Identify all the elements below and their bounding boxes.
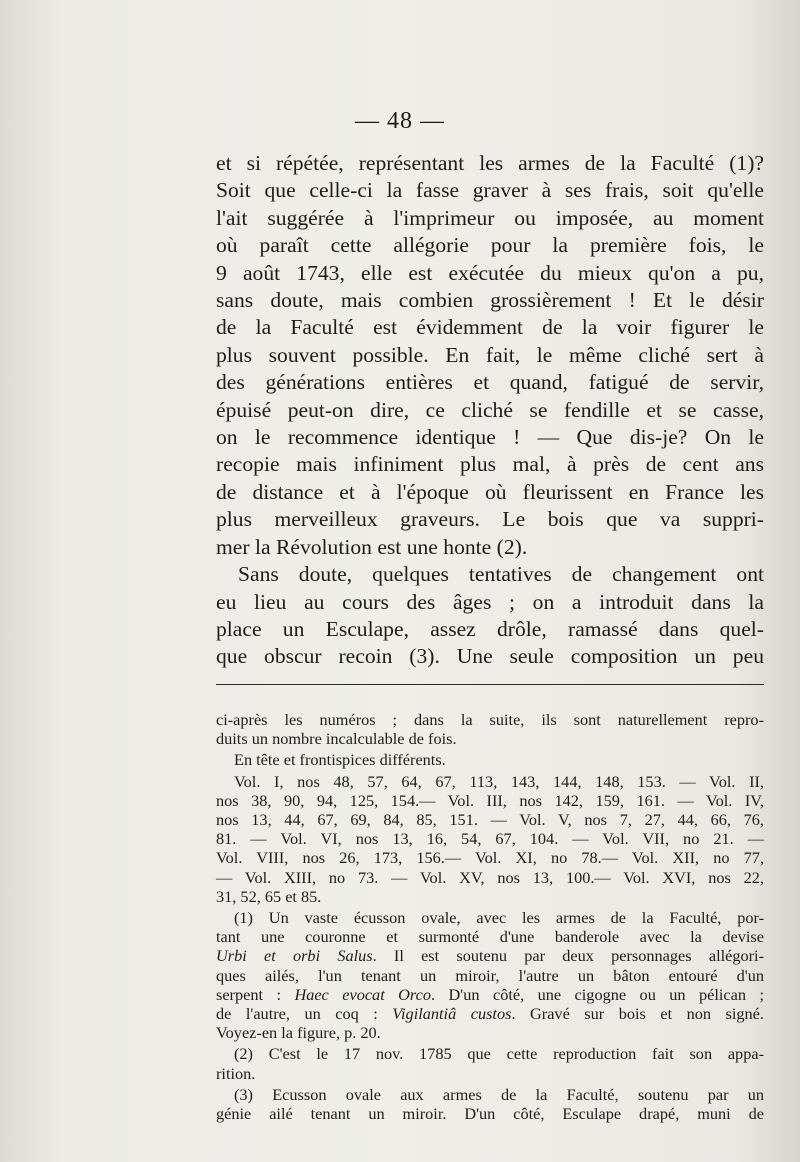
motto-text: Urbi et orbi Salus [216, 946, 373, 966]
motto-text: Haec evocat Orco [294, 984, 432, 1004]
footnote-1 [216, 908, 764, 1042]
motto-text: Vigilantiâ custos [392, 1004, 512, 1024]
text-line: où paraît cette allégorie pour la première fois, le [216, 233, 764, 258]
text-line: de distance et à l'époque où fleurissent en France les [216, 479, 764, 504]
text-line: plus souvent possible. En fait, le même cliché sert à [216, 342, 764, 367]
text-line: que obscur recoin (3). Une seule composition un peu [216, 644, 764, 669]
main-text [216, 150, 764, 671]
footnote-line: ci-après les numéros ; dans la suite, ils sont naturellement repro- [216, 710, 764, 729]
footnote-line: duits un nombre incalculable de fois. [216, 729, 457, 749]
footnote-line: Voyez-en la figure, p. 20. [216, 1023, 381, 1043]
footnote-line: (3) Ecusson ovale aux armes de la Faculté, soutenu par un [234, 1084, 764, 1104]
footnote-divider [216, 684, 764, 685]
footnote-heads [216, 750, 764, 769]
footnote-line: Vol. I, nos 48, 57, 64, 67, 113, 143, 144, 148, 153. — Vol. II, [234, 771, 764, 791]
text-line: 9 août 1743, elle est exécutée du mieux qu'on a pu, [216, 260, 764, 285]
footnote-text: . Il est soutenu par deux personnages allégori- [372, 946, 764, 966]
footnote-3 [216, 1085, 764, 1123]
footnote-line: Vol. VIII, nos 26, 173, 156.— Vol. XI, no 78.— Vol. XII, no 77, [216, 848, 764, 868]
footnote-line: 81. — Vol. VI, nos 13, 16, 54, 67, 104. — Vol. VII, no 21. — [216, 829, 764, 849]
footnote-line: nos 13, 44, 67, 69, 84, 85, 151. — Vol. V, nos 7, 27, 44, 66, 76, [216, 810, 764, 830]
footnote-text: de l'autre, un coq : [216, 1004, 393, 1024]
text-line: on le recommence identique ! — Que dis-je? On le [216, 425, 764, 450]
footnote-line: tant une couronne et surmonté d'une banderole avec la devise [216, 927, 764, 947]
footnote-text: . Gravé sur bois et non signé. [511, 1004, 764, 1024]
footnote-line [216, 1004, 764, 1023]
footnote-line: ques ailés, l'un tenant un miroir, l'autre un bâton entouré d'un [216, 965, 764, 985]
page-number: — 48 — [355, 108, 445, 134]
text-line: épuisé peut-on dire, ce cliché se fendille et se casse, [216, 397, 764, 422]
text-line: plus merveilleux graveurs. Le bois que va suppri- [216, 507, 764, 532]
footnote-line: rition. [216, 1063, 256, 1083]
footnote-line: — Vol. XIII, no 73. — Vol. XV, nos 13, 100.— Vol. XVI, nos 22, [216, 867, 764, 887]
footnote-line: En tête et frontispices différents. [234, 750, 446, 770]
footnote-text: . D'un côté, une cigogne ou un pélican ; [431, 984, 764, 1004]
text-line: l'ait suggérée à l'imprimeur ou imposée, au moment [216, 205, 764, 230]
footnote-line: (2) C'est le 17 nov. 1785 que cette reproduction fait son appa- [234, 1044, 764, 1064]
footnote-line [216, 985, 764, 1004]
text-line: mer la Révolution est une honte (2). [216, 534, 528, 559]
footnote-line: (1) Un vaste écusson ovale, avec les armes de la Faculté, por- [234, 908, 764, 928]
text-line: des générations entières et quand, fatigué de servir, [216, 370, 764, 395]
footnotes [216, 710, 764, 1125]
text-line: recopie mais infiniment plus mal, à près de cent ans [216, 452, 764, 477]
text-line: place un Esculape, assez drôle, ramassé dans quel- [216, 616, 764, 641]
footnote-volumes [216, 772, 764, 906]
footnote-line: 31, 52, 65 et 85. [216, 886, 322, 906]
footnote-line: génie ailé tenant un miroir. D'un côté, Esculape drapé, muni de [216, 1104, 764, 1124]
footnote-line [216, 946, 764, 965]
footnote-line: nos 38, 90, 94, 125, 154.— Vol. III, nos 142, 159, 161. — Vol. IV, [216, 790, 764, 810]
text-line: et si répétée, représentant les armes de la Faculté (1)? [216, 151, 764, 175]
text-line: de la Faculté est évidemment de la voir figurer le [216, 315, 764, 340]
footnote-2 [216, 1044, 764, 1082]
footnote-text: serpent : [216, 984, 295, 1004]
text-line: Soit que celle-ci la fasse graver à ses frais, soit qu'elle [216, 178, 764, 203]
text-line: sans doute, mais combien grossièrement ! Et le désir [216, 288, 764, 313]
text-line: Sans doute, quelques tentatives de changement ont [238, 562, 764, 587]
footnote-continuation [216, 710, 764, 748]
text-line: eu lieu au cours des âges ; on a introduit dans la [216, 589, 764, 614]
